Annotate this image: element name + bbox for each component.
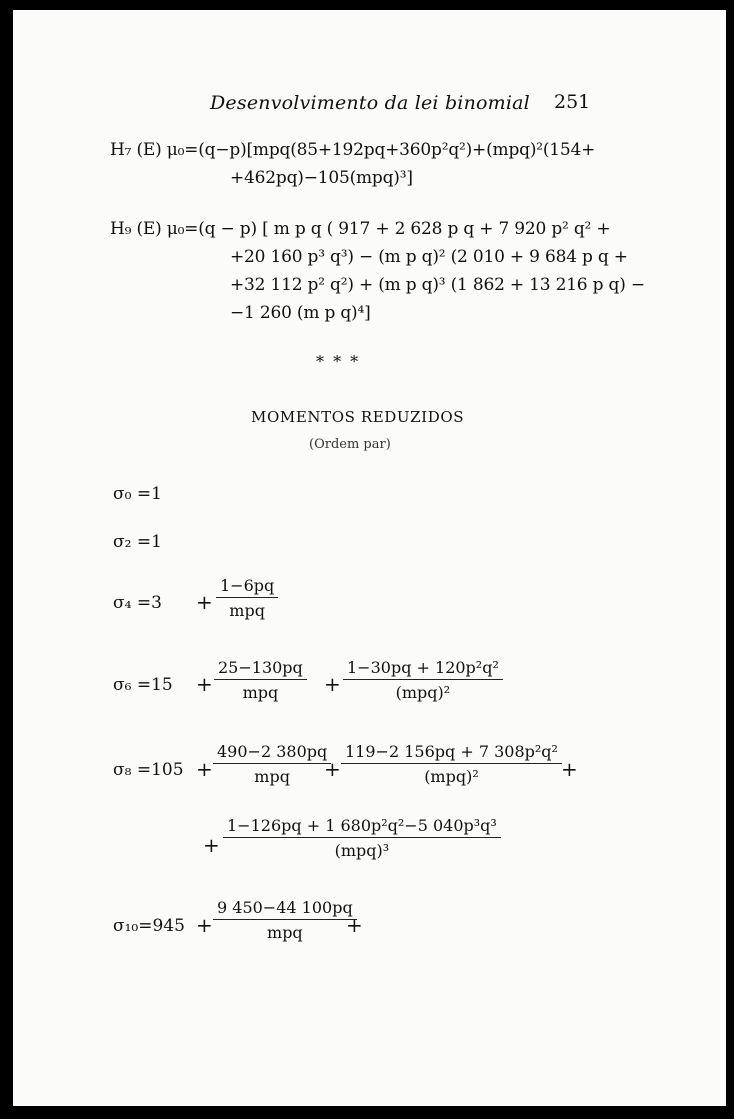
sigma8-numerator-2: 119−2 156pq + 7 308p²q² [341,742,562,764]
section-title: MOMENTOS REDUZIDOS [251,408,465,426]
running-header-title: Desenvolvimento da lei binomial [210,92,530,114]
sigma10-fraction-1 [213,898,357,942]
document-page [13,10,726,1106]
sigma8-fraction-3 [223,816,501,860]
sigma4-plus: + [196,590,213,614]
sigma8-denominator-2: (mpq)² [424,767,479,786]
sigma8-lhs: σ₈ =105 [113,760,184,780]
sigma8-numerator-3: 1−126pq + 1 680p²q²−5 040p³q³ [223,816,501,838]
sigma6-denominator-2: (mpq)² [395,683,451,702]
sigma10-plus-1: + [196,913,213,937]
equation-h7-line2: +462pq)−105(mpq)³] [230,168,413,188]
sigma8-plus-1: + [196,757,213,781]
sigma4-fraction [216,576,278,620]
sigma10-numerator-1: 9 450−44 100pq [213,898,357,920]
sigma6-fraction-1 [214,658,307,702]
section-separator: * * * [316,352,361,371]
sigma4-denominator: mpq [229,601,265,620]
sigma8-plus-2: + [324,757,341,781]
equation-h9-line3: +32 112 p² q²) + (m p q)³ (1 862 + 13 216 p q) − [230,275,645,295]
sigma8-denominator-3: (mpq)³ [334,841,390,860]
equation-h9-line1: H₉ (E) μ₀=(q − p) [ m p q ( 917 + 2 628 p q + 7 920 p² q² + [110,219,611,239]
sigma8-plus-3: + [203,833,220,857]
equation-h9-line4: −1 260 (m p q)⁴] [230,303,371,323]
sigma10-trailing-plus: + [346,913,363,937]
sigma6-numerator-2: 1−30pq + 120p²q² [343,658,503,680]
sigma8-denominator-1: mpq [254,767,290,786]
sigma0-equation: σ₀ =1 [113,484,162,504]
sigma6-numerator-1: 25−130pq [214,658,307,680]
sigma8-fraction-2 [341,742,562,786]
sigma8-numerator-1: 490−2 380pq [213,742,331,764]
section-subtitle: (Ordem par) [309,437,391,452]
sigma4-lhs: σ₄ =3 [113,593,162,613]
sigma6-denominator-1: mpq [242,683,279,702]
sigma6-fraction-2 [343,658,503,702]
page-number: 251 [554,91,591,113]
sigma6-plus-2: + [324,672,341,696]
sigma8-fraction-1 [213,742,331,786]
sigma10-lhs: σ₁₀=945 [113,916,185,936]
sigma10-denominator-1: mpq [267,923,303,942]
sigma6-lhs: σ₆ =15 [113,675,173,695]
sigma4-numerator: 1−6pq [216,576,278,598]
equation-h7-line1: H₇ (E) μ₀=(q−p)[mpq(85+192pq+360p²q²)+(mpq)²(154+ [110,140,596,160]
equation-h9-line2: +20 160 p³ q³) − (m p q)² (2 010 + 9 684 p q + [230,247,628,267]
sigma8-trailing-plus: + [561,757,578,781]
sigma6-plus-1: + [196,672,213,696]
sigma2-equation: σ₂ =1 [113,532,162,552]
